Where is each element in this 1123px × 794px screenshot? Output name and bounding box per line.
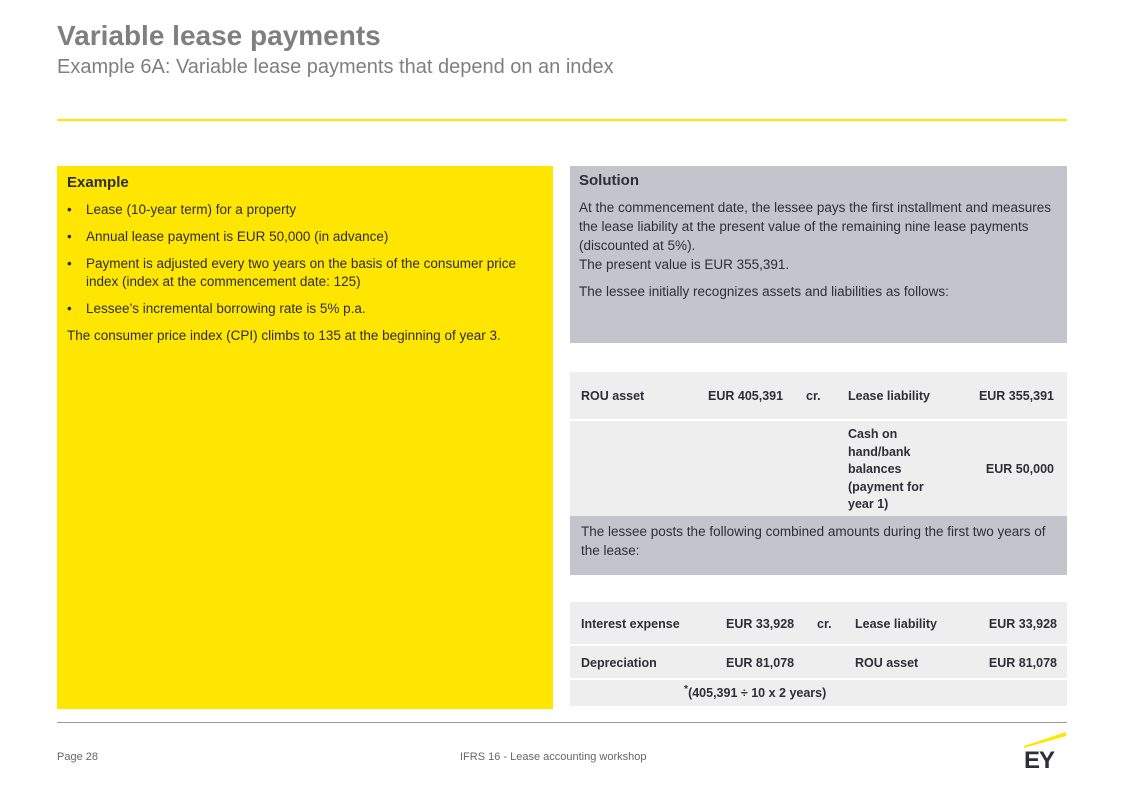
footnote-row (570, 680, 1067, 706)
list-item-text: Annual lease payment is EUR 50,000 (in advance) (86, 229, 389, 244)
title-divider (57, 119, 1067, 121)
solution-paragraph: The lessee initially recognizes assets and liabilities as follows: (579, 284, 949, 299)
debit-account: Depreciation (581, 656, 657, 670)
credit-amount: EUR 33,928 (988, 617, 1057, 631)
list-item (67, 228, 543, 246)
solution-box (570, 166, 1067, 343)
example-list (67, 201, 543, 318)
example-note: The consumer price index (CPI) climbs to 135 at the beginning of year 3. (67, 328, 501, 343)
journal-entry-table (570, 602, 1067, 706)
debit-amount: EUR 33,928 (726, 617, 795, 631)
footer-title: IFRS 16 - Lease accounting workshop (460, 751, 647, 763)
logo-beam-icon (1024, 732, 1068, 748)
example-heading: Example (67, 174, 129, 191)
credit-amount: EUR 81,078 (988, 656, 1057, 670)
debit-account: Interest expense (581, 617, 680, 631)
credit-marker: cr. (806, 389, 821, 403)
debit-amount: EUR 405,391 (708, 389, 784, 403)
page-subtitle: Example 6A: Variable lease payments that depend on an index (57, 56, 614, 78)
list-item-text: Payment is adjusted every two years on the basis of the consumer price index (index at the commencement date: 125) (86, 256, 516, 289)
debit-amount: EUR 81,078 (726, 656, 795, 670)
bullet-icon: • (67, 301, 72, 316)
footer-divider (57, 722, 1067, 723)
credit-account: Cash on hand/bank balances (payment for year 1) (848, 427, 924, 511)
example-box (57, 166, 553, 709)
footnote-text: (405,391 ÷ 10 x 2 years) (688, 686, 827, 701)
solution-text: At the commencement date, the lessee pays the first installment and measures the lease liability at the present value of the remaining nine lease payments (discounted at 5%). (579, 200, 1051, 253)
logo-text: EY (1024, 747, 1055, 774)
credit-account: Lease liability (848, 389, 930, 403)
page-number: Page 28 (57, 751, 98, 763)
bullet-icon: • (67, 202, 72, 217)
posting-text: The lessee posts the following combined amounts during the first two years of the lease: (570, 516, 1067, 575)
table-row (570, 372, 1067, 419)
footnote (684, 684, 826, 700)
table-row (570, 421, 1067, 516)
list-item (67, 300, 543, 318)
solution-paragraph (579, 198, 1057, 274)
credit-amount: EUR 355,391 (978, 389, 1054, 403)
ey-logo (1024, 732, 1068, 776)
present-value-text: The present value is EUR 355,391. (579, 257, 790, 272)
bullet-icon: • (67, 256, 72, 271)
debit-account: ROU asset (581, 389, 645, 403)
table-row (570, 602, 1067, 644)
credit-amount: EUR 50,000 (985, 462, 1054, 476)
table-row (570, 646, 1067, 678)
credit-marker: cr. (817, 617, 832, 631)
footnote-marker: * (684, 684, 689, 695)
credit-account: Lease liability (855, 617, 937, 631)
journal-entry-table (570, 372, 1067, 516)
solution-heading: Solution (579, 172, 639, 189)
list-item-text: Lessee’s incremental borrowing rate is 5% p.a. (86, 301, 366, 316)
list-item (67, 201, 543, 219)
list-item (67, 255, 543, 291)
list-item-text: Lease (10-year term) for a property (86, 202, 297, 217)
credit-account: ROU asset (855, 656, 919, 670)
page-title: Variable lease payments (57, 20, 381, 51)
bullet-icon: • (67, 229, 72, 244)
